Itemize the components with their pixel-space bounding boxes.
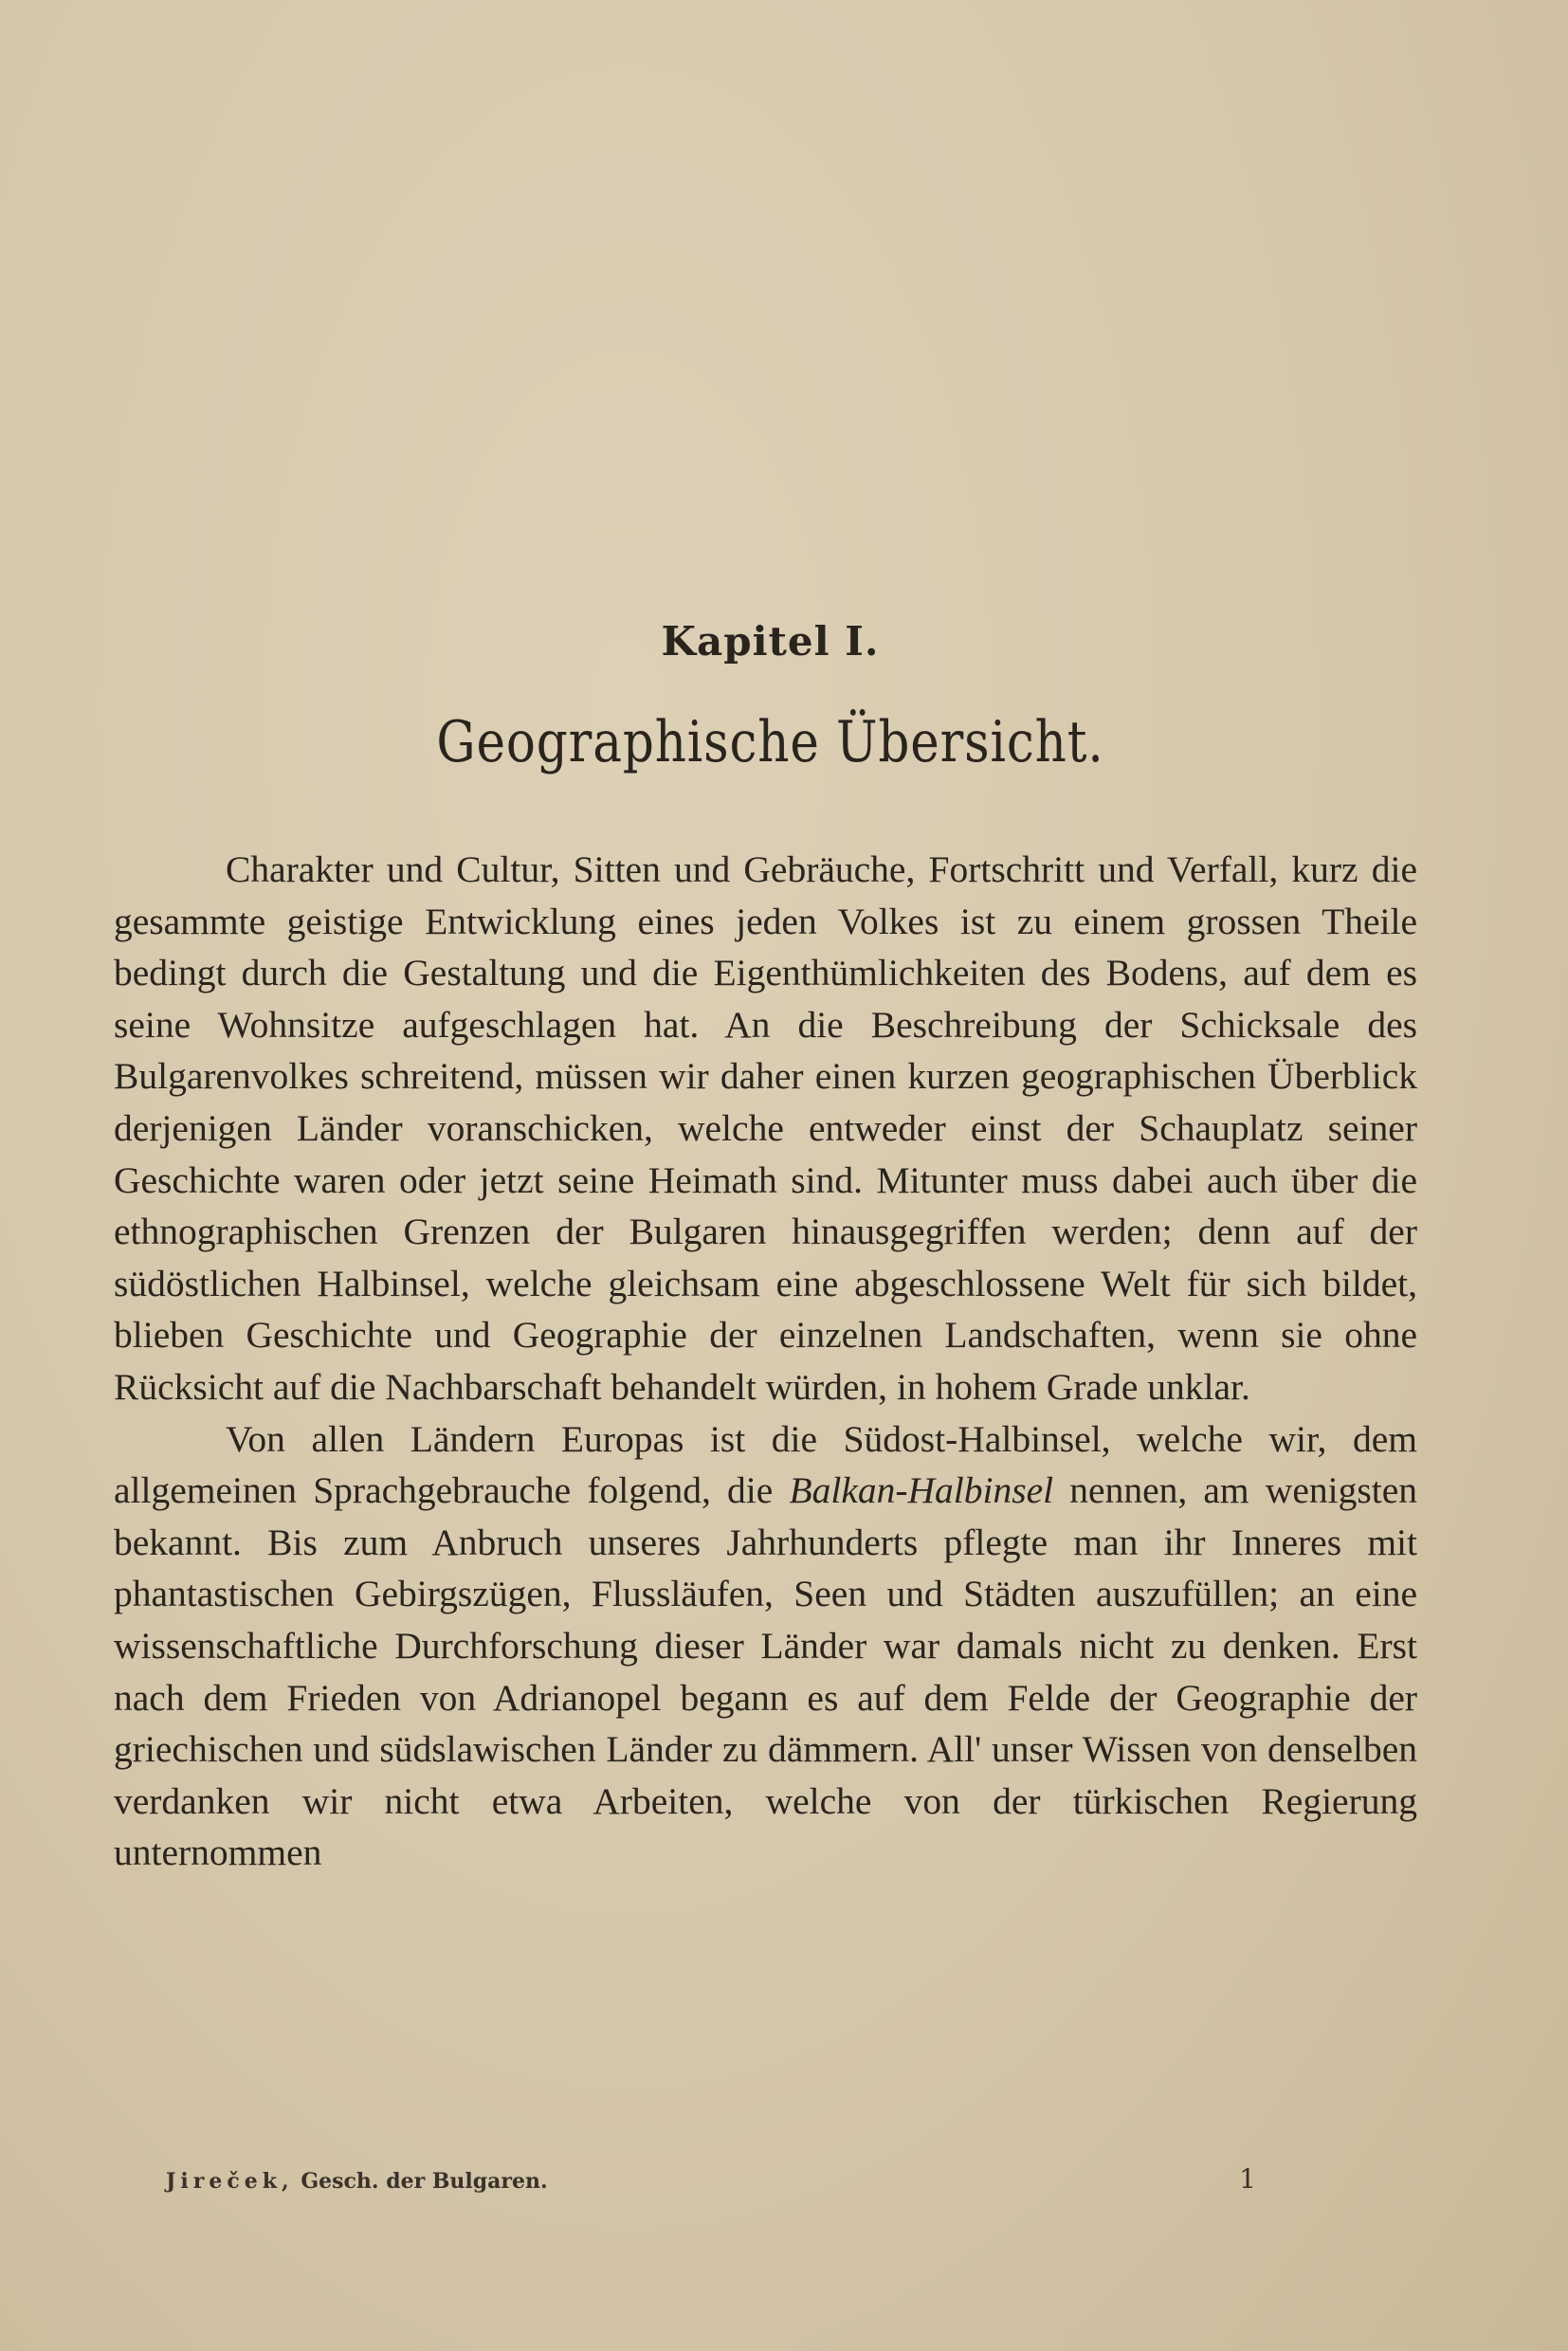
page-number: 1	[1239, 2163, 1256, 2195]
paragraph-2	[114, 1413, 1417, 1879]
chapter-title: Geographische Übersicht.	[436, 709, 1104, 775]
chapter-label: Kapitel I.	[661, 618, 880, 665]
footer-author: Jireček,	[166, 2169, 294, 2194]
footer-work: Gesch. der Bulgaren.	[301, 2169, 548, 2194]
paragraph-1: Charakter und Cultur, Sitten und Gebräuche, Fortschritt und Verfall, kurz die gesammte geistige Entwicklung eines jeden Volkes ist zu einem grossen Theile bedingt durch die Gestaltung und die Eigenthümlichkeiten des Bodens, auf dem es seine Wohnsitze aufgeschlagen hat. An die Beschreibung der Schicksale des Bulgarenvolkes schreitend, müssen wir daher einen kurzen geographischen Überblick derjenigen Länder voranschicken, welche entweder einst der Schauplatz seiner Geschichte waren oder jetzt seine Heimath sind. Mitunter muss dabei auch über die ethnographischen Grenzen der Bulgaren hinausgegriffen werden; denn auf der südöstlichen Halbinsel, welche gleichsam eine abgeschlossene Welt für sich bildet, blieben Geschichte und Geographie der einzelnen Landschaften, wenn sie ohne Rücksicht auf die Nachbarschaft behandelt würden, in hohem Grade unklar.	[114, 848, 1417, 1408]
page-footer	[166, 2163, 1256, 2195]
paragraph-2-after: nennen, am wenigsten bekannt. Bis zum Anbruch unseres Jahrhunderts pflegte man ihr Inneres mit phantastischen Gebirgszügen, Flussläufen, Seen und Städten auszufüllen; an eine wissenschaftliche Durchforschung dieser Länder war damals nicht zu denken. Erst nach dem Frieden von Adrianopel begann es auf dem Felde der Geographie der griechischen und südslawischen Länder zu dämmern. All' unser Wissen von denselben verdanken wir nicht etwa Arbeiten, welche von der türkischen Regierung unternommen	[114, 1469, 1417, 1874]
body-text	[114, 844, 1417, 1879]
paragraph-2-before: Von allen Ländern Europas ist die Südost-Halbinsel, welche wir, dem allgemeinen Sprachgebrauche folgend, die	[114, 1417, 1417, 1512]
paragraph-2-italic-term: Balkan-Halbinsel	[789, 1469, 1054, 1512]
